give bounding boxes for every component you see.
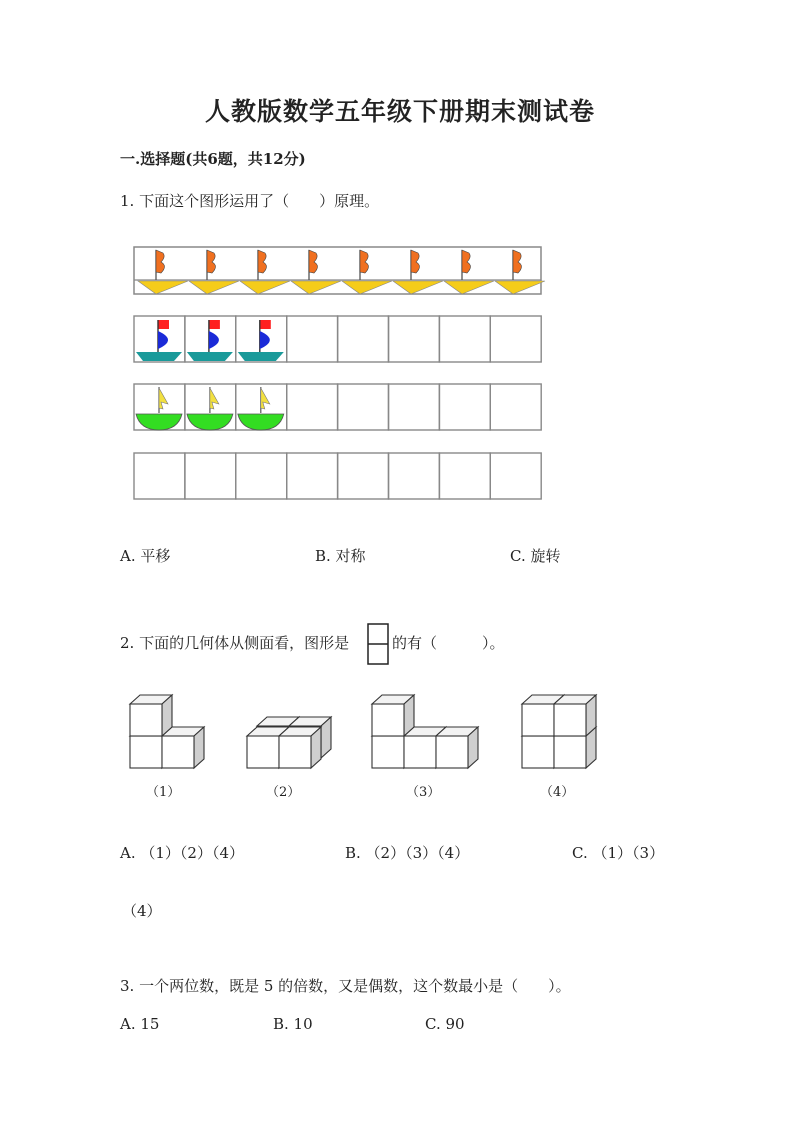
- q2-option-c[interactable]: C. （1）（3）: [572, 844, 665, 862]
- page-title: 人教版数学五年级下册期末测试卷: [204, 97, 595, 126]
- solid-4: [522, 695, 596, 768]
- q1-option-c[interactable]: C. 旋转: [510, 547, 561, 565]
- cube: [436, 727, 478, 768]
- q3-option-c[interactable]: C. 90: [425, 1015, 465, 1033]
- question-3-text: 3. 一个两位数，既是 5 的倍数，又是偶数，这个数最小是（ ）。: [120, 977, 571, 995]
- cube: [372, 695, 414, 736]
- q2-option-a[interactable]: A. （1）（2）（4）: [120, 844, 244, 862]
- cube: [162, 727, 204, 768]
- solid-2: [247, 717, 331, 768]
- q1-option-b[interactable]: B. 对称: [315, 547, 366, 565]
- q3-option-a[interactable]: A. 15: [120, 1015, 160, 1033]
- question-1-text: 1. 下面这个图形运用了（ ）原理。: [120, 192, 380, 210]
- q2-option-c-continued[interactable]: （4）: [122, 902, 162, 920]
- solid-caption-4: （4）: [540, 785, 575, 800]
- q1-option-a[interactable]: A. 平移: [120, 547, 171, 565]
- cube: [130, 695, 172, 736]
- cube: [554, 695, 596, 736]
- question-2-text-after: 的有（ ）。: [392, 634, 505, 652]
- solid-caption-2: （2）: [266, 785, 301, 800]
- q2-option-b[interactable]: B. （2）（3）（4）: [345, 844, 470, 862]
- solid-caption-3: （3）: [406, 785, 441, 800]
- solid-3: [372, 695, 478, 768]
- question-2-text-before: 2. 下面的几何体从侧面看，图形是: [120, 634, 350, 652]
- q3-option-b[interactable]: B. 10: [273, 1015, 313, 1033]
- cube: [279, 727, 321, 768]
- solid-caption-1: （1）: [146, 785, 181, 800]
- solid-1: [130, 695, 204, 768]
- section-heading: 一.选择题(共6题，共12分): [120, 150, 306, 168]
